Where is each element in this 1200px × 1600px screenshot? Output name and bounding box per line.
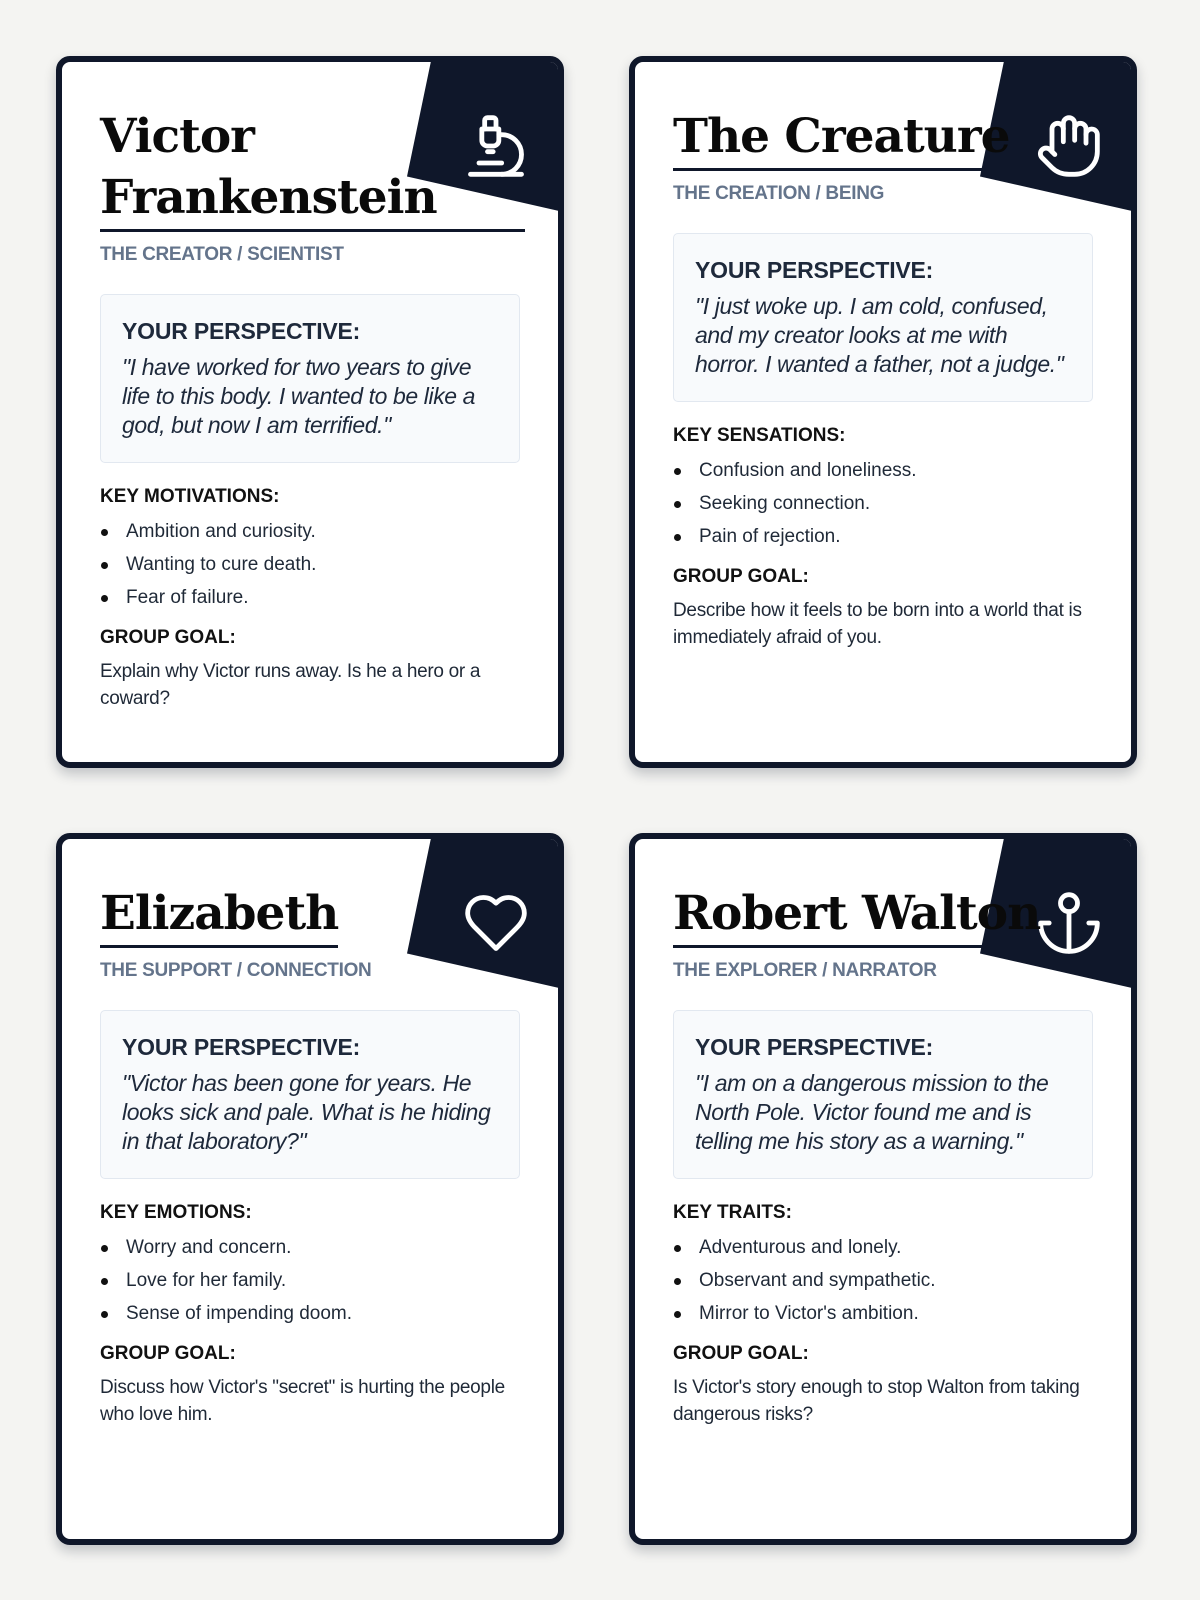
key-section-label: KEY EMOTIONS: — [100, 1202, 252, 1223]
perspective-label: YOUR PERSPECTIVE: — [695, 257, 934, 283]
group-goal-text: Describe how it feels to be born into a world that is immediately afraid of you. — [673, 600, 1082, 648]
character-card-victor — [56, 56, 564, 768]
perspective-quote: "I am on a dangerous mission to the North Pole. Victor found me and is telling me his story as a warning." — [695, 1070, 1049, 1154]
perspective-quote: "Victor has been gone for years. He looks sick and pale. What is he hiding in that laboratory?" — [122, 1070, 491, 1154]
list-item: Love for her family. — [100, 1264, 520, 1297]
list-item: Seeking connection. — [673, 487, 1093, 520]
group-goal-label: GROUP GOAL: — [100, 627, 236, 648]
perspective-box — [100, 294, 520, 463]
group-goal-text: Discuss how Victor's "secret" is hurting the people who love him. — [100, 1377, 505, 1425]
perspective-quote: "I just woke up. I am cold, confused, and my creator looks at me with horror. I wanted a father, not a judge." — [695, 293, 1064, 377]
character-card-elizabeth — [56, 833, 564, 1545]
list-item: Sense of impending doom. — [100, 1297, 520, 1330]
perspective-label: YOUR PERSPECTIVE: — [122, 318, 361, 344]
list-item: Confusion and loneliness. — [673, 454, 1093, 487]
key-list — [673, 454, 1093, 553]
character-name: The Creature — [673, 106, 1009, 171]
character-name: Victor Frankenstein — [100, 106, 525, 232]
list-item: Wanting to cure death. — [100, 548, 520, 581]
list-item: Fear of failure. — [100, 581, 520, 614]
key-section-label: KEY TRAITS: — [673, 1202, 792, 1223]
group-goal-text: Explain why Victor runs away. Is he a hero or a coward? — [100, 661, 481, 709]
list-item: Pain of rejection. — [673, 520, 1093, 553]
character-role: THE SUPPORT / CONNECTION — [100, 960, 372, 981]
character-role: THE EXPLORER / NARRATOR — [673, 960, 937, 981]
key-list — [100, 1231, 520, 1330]
character-card-creature — [629, 56, 1137, 768]
card-content — [100, 106, 520, 712]
key-section-label: KEY SENSATIONS: — [673, 425, 846, 446]
list-item: Adventurous and lonely. — [673, 1231, 1093, 1264]
list-item: Mirror to Victor's ambition. — [673, 1297, 1093, 1330]
card-content — [673, 883, 1093, 1428]
list-item: Observant and sympathetic. — [673, 1264, 1093, 1297]
perspective-quote: "I have worked for two years to give life to this body. I wanted to be like a god, but now I am terrified." — [122, 354, 476, 438]
perspective-box — [673, 1010, 1093, 1179]
character-name: Robert Walton — [673, 883, 1040, 948]
key-list — [100, 515, 520, 614]
group-goal-label: GROUP GOAL: — [673, 1343, 809, 1364]
key-section-label: KEY MOTIVATIONS: — [100, 486, 280, 507]
key-list — [673, 1231, 1093, 1330]
perspective-label: YOUR PERSPECTIVE: — [122, 1034, 361, 1060]
group-goal-label: GROUP GOAL: — [673, 566, 809, 587]
character-role: THE CREATOR / SCIENTIST — [100, 244, 344, 265]
character-role: THE CREATION / BEING — [673, 183, 885, 204]
card-content — [100, 883, 520, 1428]
group-goal-text: Is Victor's story enough to stop Walton from taking dangerous risks? — [673, 1377, 1080, 1425]
group-goal-label: GROUP GOAL: — [100, 1343, 236, 1364]
character-card-walton — [629, 833, 1137, 1545]
perspective-label: YOUR PERSPECTIVE: — [695, 1034, 934, 1060]
list-item: Ambition and curiosity. — [100, 515, 520, 548]
character-name: Elizabeth — [100, 883, 338, 948]
perspective-box — [100, 1010, 520, 1179]
list-item: Worry and concern. — [100, 1231, 520, 1264]
card-content — [673, 106, 1093, 651]
perspective-box — [673, 233, 1093, 402]
